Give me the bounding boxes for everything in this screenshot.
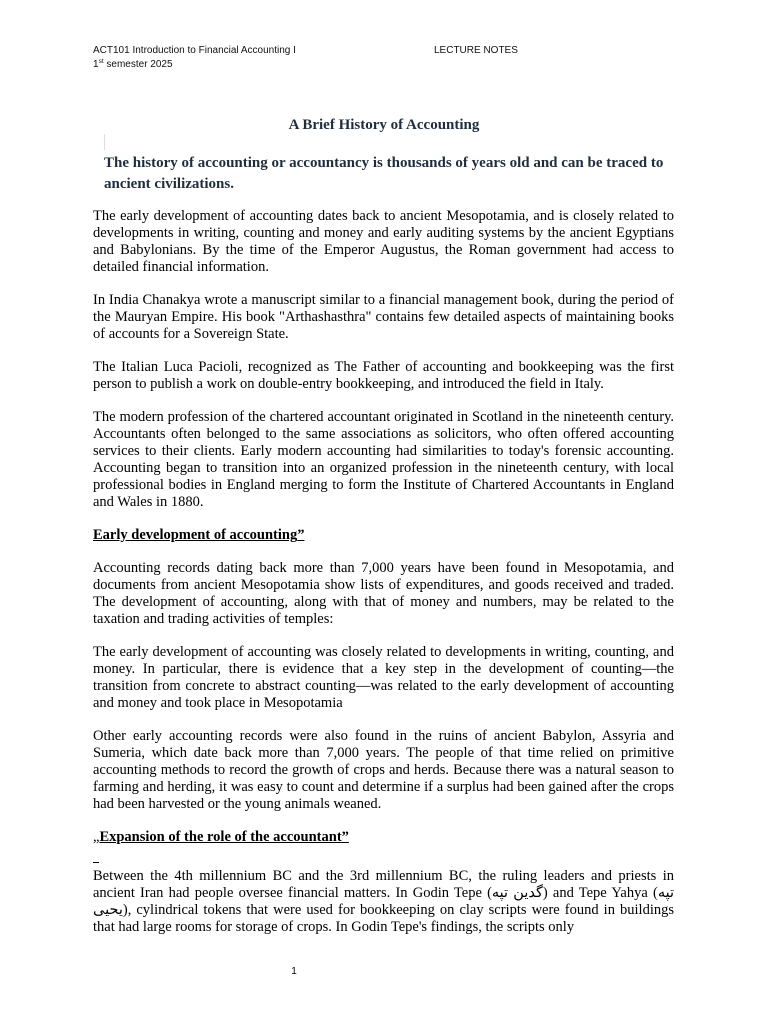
quote-bar — [104, 134, 105, 150]
semester-line — [93, 58, 296, 72]
page-number: 1 — [291, 966, 297, 977]
paragraph-pacioli: The Italian Luca Pacioli, recognized as The Father of accounting and bookkeeping was the first person to publish a work on double-entry bookkeeping, and introduced the field in Italy. — [93, 359, 674, 392]
section-heading-expansion-label: Expansion of the role of the accountant — [99, 829, 342, 845]
underline-mark — [93, 862, 99, 863]
empty-underlined-line — [93, 856, 674, 868]
paragraph-writing-counting: The early development of accounting was closely related to developments in writing, counting, and money. In particular, there is evidence that a key step in the development of counting—the transition from concrete to abstract counting—was related to the early development of accounting and money and took place in Mesopotamia — [93, 644, 674, 711]
section-heading-early-development-label: Early development of accounting — [93, 527, 298, 543]
course-title: ACT101 Introduction to Financial Accounting I — [93, 45, 296, 56]
section-heading-expansion-open-quote: „ — [93, 829, 100, 845]
section-heading-early-development — [93, 527, 674, 544]
paragraph-iran: Between the 4th millennium BC and the 3rd millennium BC, the ruling leaders and priests in ancient Iran had people oversee financial matters. In Godin Tepe (گدین تپه) and Tepe Yahya (تپه يحيى), cylindrical tokens that were used for bookkeeping on clay scripts were found in buildings that had large rooms for storage of crops. In Godin Tepe's findings, the scripts only — [93, 868, 674, 935]
document-subtitle: The history of accounting or accountancy is thousands of years old and can be traced to ancient civilizations. — [104, 155, 664, 192]
paragraph-india: In India Chanakya wrote a manuscript similar to a financial management book, during the period of the Mauryan Empire. His book "Arthashasthra" contains few detailed aspects of maintaining books of accounts for a Sovereign State. — [93, 292, 674, 342]
section-heading-expansion — [93, 829, 674, 846]
section-heading-expansion-text — [99, 829, 348, 845]
section-heading-early-development-quote: ” — [297, 527, 305, 543]
section-heading-early-development-text — [93, 527, 304, 543]
paragraph-babylon: Other early accounting records were also found in the ruins of ancient Babylon, Assyria and Sumeria, which date back more than 7,000 years. The people of that time relied on primitive accounting methods to record the growth of crops and herds. Because there was a natural season to farming and herding, it was easy to count and determine if a surplus had been gained after the crops had been harvested or the young animals weaned. — [93, 728, 674, 812]
paragraph-mesopotamia: The early development of accounting dates back to ancient Mesopotamia, and is closely related to developments in writing, counting and money and early auditing systems by the ancient Egyptians and Babylonians. By the time of the Emperor Augustus, the Roman government had access to detailed financial information. — [93, 208, 674, 275]
paragraph-chartered-accountant: The modern profession of the chartered accountant originated in Scotland in the nineteenth century. Accountants often belonged to the same associations as solicitors, who often offered accounting services to their clients. Early modern accounting had similarities to today's forensic accounting. Accounting began to transition into an organized profession in the nineteenth century, with local professional bodies in England merging to form the Institute of Chartered Accountants in England and Wales in 1880. — [93, 409, 674, 510]
semester-text: semester 2025 — [103, 59, 173, 70]
semester-ordinal: st — [98, 58, 104, 65]
page-header-left — [93, 44, 296, 72]
lecture-notes-label: LECTURE NOTES — [434, 45, 518, 56]
section-heading-expansion-quote: ” — [341, 829, 349, 845]
document-body — [93, 208, 674, 936]
document-title: A Brief History of Accounting — [288, 117, 480, 133]
paragraph-records: Accounting records dating back more than 7,000 years have been found in Mesopotamia, and documents from ancient Mesopotamia show lists of expenditures, and goods received and traded. The development of accounting, along with that of money and numbers, may be related to the taxation and trading activities of temples: — [93, 560, 674, 627]
semester-number: 1 — [93, 59, 99, 70]
